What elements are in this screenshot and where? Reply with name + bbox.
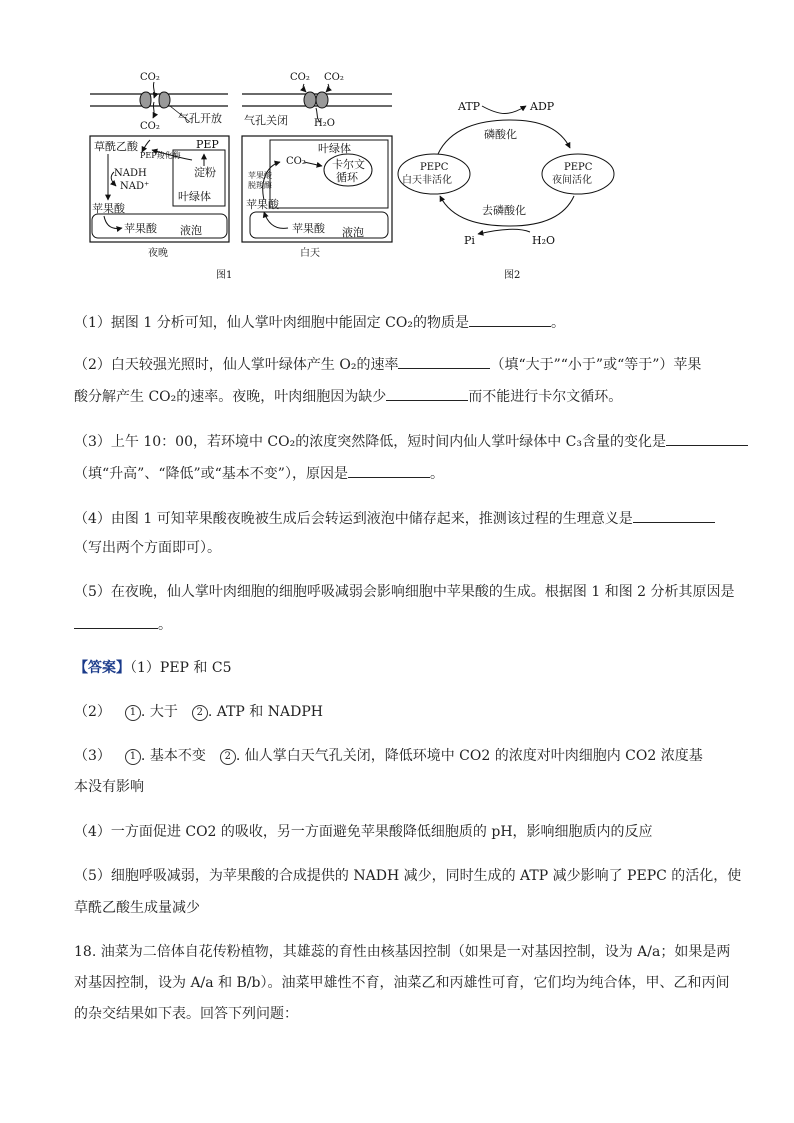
- question-18-line-3: [74, 1004, 722, 1024]
- night-pepc-enzyme: PEP羧化酶: [140, 151, 181, 160]
- figures-svg: [80, 62, 640, 294]
- figure1-day: [242, 72, 392, 259]
- fig2-phosphorylation: 磷酸化: [484, 128, 517, 141]
- q4-text-b: （写出两个方面即可）。: [74, 540, 221, 556]
- q2-text-c: 酸分解产生 CO₂的速率。夜晚，叶肉细胞因为缺少: [74, 389, 387, 405]
- q1-text: （1）据图 1 分析可知，仙人掌叶肉细胞中能固定 CO₂的物质是: [74, 315, 469, 331]
- q5-text-a: （5）在夜晚，仙人掌叶肉细胞的细胞呼吸减弱会影响细胞中苹果酸的生成。根据图 1 和图 2 分析其原因是: [74, 584, 735, 600]
- figure2: [398, 100, 614, 281]
- day-co2-a: CO₂: [290, 72, 310, 83]
- answer-4: [74, 822, 722, 842]
- q4-text-a: （4）由图 1 可知苹果酸夜晚被生成后会转运到液泡中储存起来，推测该过程的生理意义是: [74, 511, 633, 527]
- question-2-line-1: [74, 353, 722, 375]
- answer-1: [74, 658, 722, 678]
- question-2-line-2: [74, 385, 722, 407]
- q3-blank-2: [348, 462, 430, 478]
- fig2-atp: ATP: [458, 100, 481, 113]
- answer-3-line-1: （3） 1 . 基本不变 2 . 仙人掌白天气孔关闭，降低环境中 CO2 的浓度对叶肉细胞内 CO2 浓度基: [74, 748, 703, 764]
- day-vacuole-malate: 苹果酸: [292, 222, 325, 235]
- fig2-pepc-day-1: PEPC: [420, 162, 449, 173]
- fig2-pepc-night-1: PEPC: [564, 162, 593, 173]
- question-18-line-1: [74, 942, 731, 962]
- answer-3-line-2: [74, 777, 722, 797]
- q1-end: 。: [550, 315, 565, 331]
- night-vacuole-malate: 苹果酸: [124, 222, 157, 235]
- q18-text-1: 18. 油菜为二倍体自花传粉植物，其雄蕊的育性由核基因控制（如果是一对基因控制，设为 A/a；如果是两: [74, 944, 731, 960]
- question-4-line-2: [74, 538, 722, 558]
- day-stomata-label: 气孔关闭: [244, 114, 288, 127]
- fig2-pepc-day-oval: [398, 154, 470, 194]
- answer-3-label: （3）: [74, 748, 111, 764]
- night-nad: NAD⁺: [120, 181, 150, 192]
- night-co2-top: CO₂: [140, 72, 160, 83]
- question-4-line-1: [74, 507, 722, 529]
- night-malate: 苹果酸: [92, 202, 125, 215]
- day-enzyme-1: 苹果酸: [248, 171, 272, 180]
- day-co2-inner: CO₂: [286, 156, 306, 167]
- day-caption: 白天: [300, 248, 320, 259]
- night-vacuole: 液泡: [180, 224, 202, 237]
- q3-text-a: （3）上午 10：00，若环境中 CO₂的浓度突然降低，短时间内仙人掌叶绿体中 C₃含量的变化是: [74, 434, 667, 450]
- day-malate: 苹果酸: [246, 198, 279, 211]
- answer-2-label: （2）: [74, 704, 111, 720]
- fig2-h2o: H₂O: [532, 234, 556, 247]
- night-chloroplast: 叶绿体: [178, 190, 211, 203]
- q3-blank-1: [666, 430, 748, 446]
- answer-1-text: （1）PEP 和 C5: [130, 660, 232, 676]
- question-1: [74, 311, 722, 333]
- night-stomata-label: 气孔开放: [178, 112, 222, 125]
- q3-text-b: （填“升高”、“降低”或“基本不变”），原因是: [74, 466, 348, 482]
- figure2-caption: 图2: [504, 270, 521, 281]
- q18-text-3: 的杂交结果如下表。回答下列问题：: [74, 1006, 298, 1022]
- figure-area: [80, 62, 640, 294]
- night-pep: PEP: [196, 138, 219, 151]
- fig2-dephosphorylation: 去磷酸化: [482, 204, 526, 217]
- figure1-caption: 图1: [216, 270, 233, 281]
- answer-4-text: （4）一方面促进 CO2 的吸收，另一方面避免苹果酸降低细胞质的 pH，影响细胞质内的反应: [74, 824, 653, 840]
- fig2-pepc-day-2: 白天非活化: [402, 175, 452, 186]
- question-18-line-2: [74, 973, 730, 993]
- question-5-line-2: [74, 613, 722, 635]
- day-calvin-2: 循环: [336, 171, 358, 184]
- q2-text-a: （2）白天较强光照时，仙人掌叶绿体产生 O₂的速率: [74, 357, 399, 373]
- day-enzyme-2: 脱羧酶: [248, 181, 272, 190]
- q2-text-d: 而不能进行卡尔文循环。: [468, 389, 623, 405]
- q4-blank: [633, 507, 715, 523]
- fig2-adp: ADP: [530, 100, 555, 113]
- answer-2-value-2: ATP 和 NADPH: [216, 704, 323, 720]
- night-oaa: 草酰乙酸: [94, 140, 138, 153]
- day-co2-b: CO₂: [324, 72, 344, 83]
- fig2-pepc-night-oval: [542, 154, 614, 194]
- answer-3-value-2: 仙人掌白天气孔关闭，降低环境中 CO2 的浓度对叶肉细胞内 CO2 浓度基: [244, 748, 703, 764]
- question-3-line-2: [74, 462, 722, 484]
- night-caption: 夜晚: [148, 248, 168, 259]
- q5-blank: [74, 613, 158, 629]
- answer-2-marker-1: 1: [125, 705, 141, 721]
- night-starch: 淀粉: [194, 166, 216, 179]
- answer-5-text-a: （5）细胞呼吸减弱，为苹果酸的合成提供的 NADH 减少，同时生成的 ATP 减少影响了 PEPC 的活化，使: [74, 868, 742, 884]
- figure1-night: [90, 72, 229, 259]
- answer-5-line-2: [74, 898, 722, 918]
- q1-blank: [469, 311, 551, 327]
- q3-end: 。: [429, 466, 444, 482]
- answer-2-marker-2: 2: [192, 705, 208, 721]
- fig2-pi: Pi: [464, 234, 475, 247]
- day-vacuole: 液泡: [342, 226, 364, 239]
- q18-text-2: 对基因控制，设为 A/a 和 B/b）。油菜甲雄性不育，油菜乙和丙雄性可育，它们均为纯合体，甲、乙和丙间: [74, 975, 730, 991]
- answer-tag: 【答案】: [74, 660, 130, 676]
- answer-3-marker-1: 1: [125, 749, 141, 765]
- day-h2o: H₂O: [314, 118, 335, 129]
- day-calvin-1: 卡尔文: [332, 158, 365, 171]
- answer-2: （2） 1 . 大于 2 . ATP 和 NADPH: [74, 704, 323, 720]
- answer-3-marker-2: 2: [220, 749, 236, 765]
- question-3-line-1: [74, 430, 722, 452]
- night-nadh: NADH: [114, 168, 147, 179]
- q5-end: 。: [158, 617, 172, 633]
- answer-3-value-1: 基本不变: [149, 748, 206, 764]
- question-5-line-1: [74, 582, 735, 602]
- q2-blank-2: [386, 385, 468, 401]
- q2-text-b: （填“大于”“小于”或“等于”）苹果: [490, 357, 702, 373]
- q2-blank-1: [398, 353, 490, 369]
- answer-3-value-2-cont: 本没有影响: [74, 779, 144, 795]
- answer-2-value-1: 大于: [149, 704, 178, 720]
- night-co2-bottom: CO₂: [140, 121, 160, 132]
- fig2-pepc-night-2: 夜间活化: [552, 175, 592, 186]
- night-vacuole-box: [92, 214, 227, 238]
- answer-5-text-b: 草酰乙酸生成量减少: [74, 900, 200, 916]
- answer-5-line-1: [74, 866, 742, 886]
- day-chloroplast: 叶绿体: [318, 142, 351, 155]
